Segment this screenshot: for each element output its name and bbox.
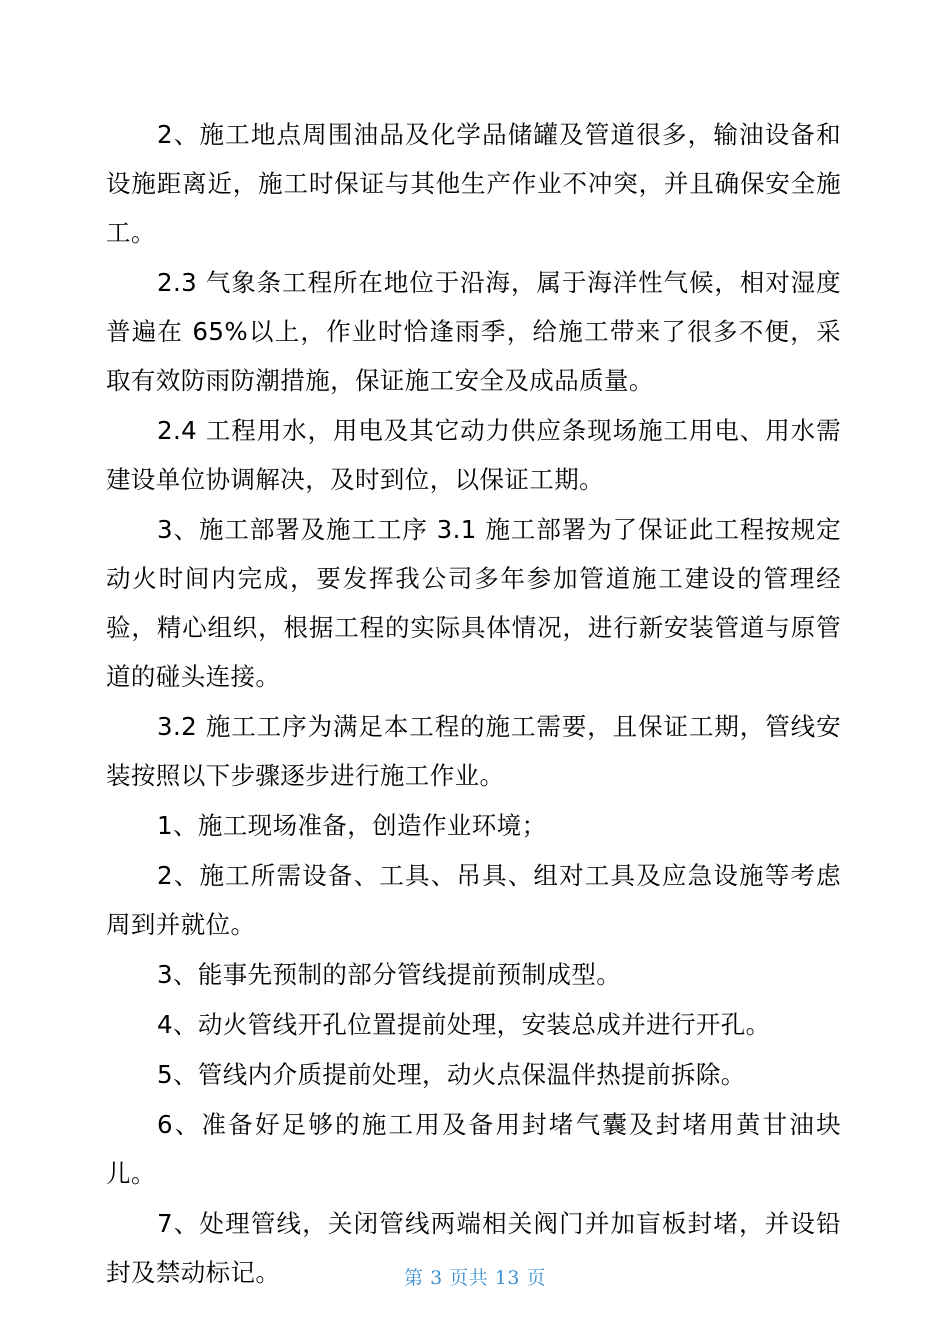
paragraph: 4、动火管线开孔位置提前处理，安装总成并进行开孔。: [157, 1010, 771, 1039]
paragraph: 2.4 工程用水，用电及其它动力供应条现场施工用电、用水需建设单位协调解决，及时到位，以保证工期。: [106, 416, 841, 494]
document-body: [106, 110, 841, 1298]
paragraph: 3.2 施工工序为满足本工程的施工需要，且保证工期，管线安装按照以下步骤逐步进行施工作业。: [106, 712, 841, 790]
paragraph: 2、施工所需设备、工具、吊具、组对工具及应急设施等考虑周到并就位。: [106, 861, 841, 939]
paragraph: 2.3 气象条工程所在地位于沿海，属于海洋性气候，相对湿度普遍在 65%以上，作业时恰逢雨季，给施工带来了很多不便，采取有效防雨防潮措施，保证施工安全及成品质量。: [106, 268, 841, 395]
paragraph: 3、能事先预制的部分管线提前预制成型。: [157, 960, 622, 989]
page-number-footer: 第 3 页共 13 页: [404, 1267, 546, 1289]
paragraph: 7、处理管线，关闭管线两端相关阀门并加盲板封堵，并设铅封及禁动标记。: [106, 1209, 841, 1287]
paragraph: 2、施工地点周围油品及化学品储罐及管道很多，输油设备和设施距离近，施工时保证与其他生产作业不冲突，并且确保安全施工。: [106, 120, 841, 247]
paragraph: 1、施工现场准备，创造作业环境；: [157, 811, 547, 840]
paragraph: 3、施工部署及施工工序 3.1 施工部署为了保证此工程按规定动火时间内完成，要发挥我公司多年参加管道施工建设的管理经验，精心组织，根据工程的实际具体情况，进行新安装管道与原管道的碰头连接。: [106, 515, 841, 691]
paragraph: 6、准备好足够的施工用及备用封堵气囊及封堵用黄甘油块儿。: [106, 1110, 841, 1188]
paragraph: 5、管线内介质提前处理，动火点保温伴热提前拆除。: [157, 1060, 746, 1089]
